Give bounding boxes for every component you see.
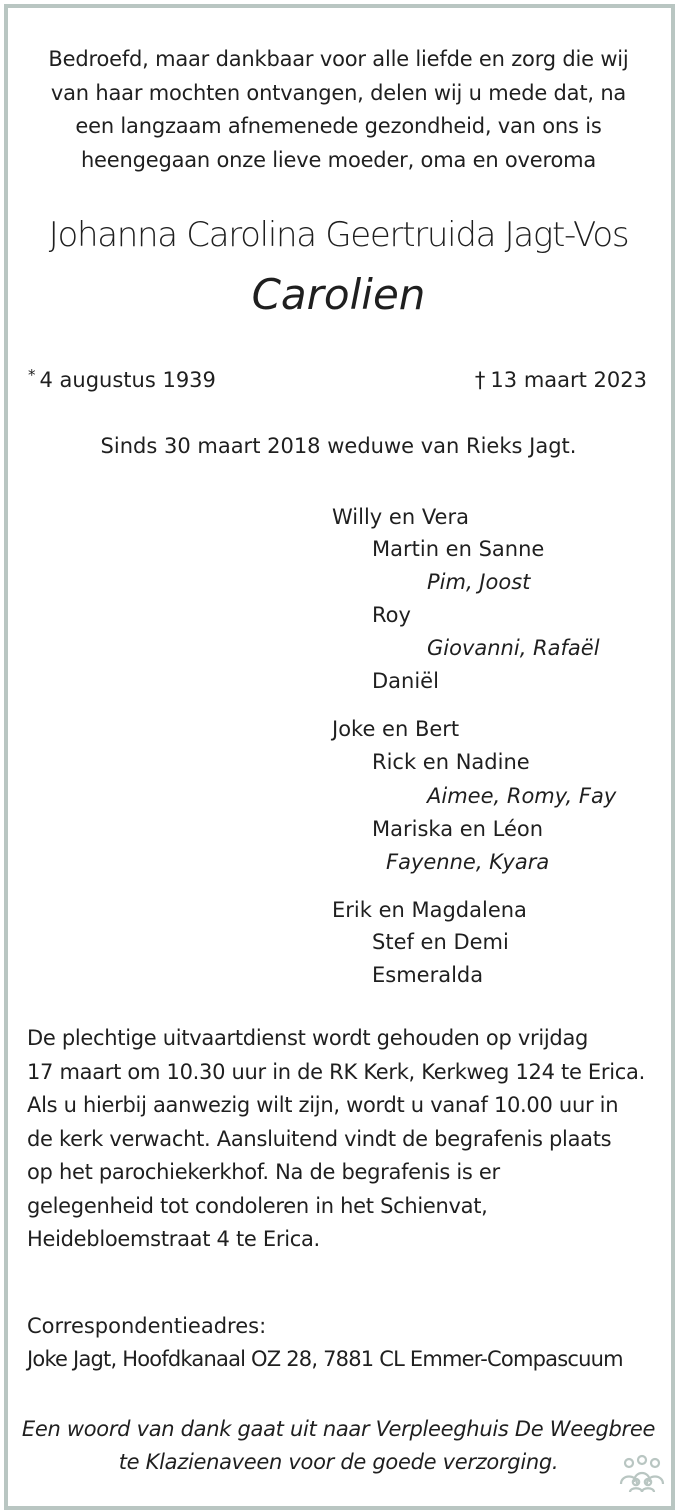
grandchildren: Aimee, Romy, Fay bbox=[427, 784, 617, 808]
funeral-line: De plechtige uitvaartdienst wordt gehouden op vrijdag bbox=[27, 1026, 589, 1050]
family-member: Erik en Magdalena bbox=[332, 898, 527, 922]
funeral-line: op het parochiekerkhof. Na de begrafenis is er bbox=[27, 1160, 500, 1184]
grandchildren: Giovanni, Rafaël bbox=[427, 636, 600, 660]
family-member: Joke en Bert bbox=[332, 717, 460, 741]
thanks-line: te Klazienaveen voor de goede verzorging. bbox=[118, 1450, 559, 1474]
family-member: Stef en Demi bbox=[372, 930, 509, 954]
deceased-full-name: Johanna Carolina Geertruida Jagt-Vos bbox=[48, 215, 629, 255]
funeral-line: Heidebloemstraat 4 te Erica. bbox=[27, 1227, 320, 1251]
funeral-details bbox=[27, 1022, 652, 1257]
death-date-text: 13 maart 2023 bbox=[490, 368, 647, 392]
people-group-icon bbox=[617, 1454, 667, 1494]
widow-line: Sinds 30 maart 2018 weduwe van Rieks Jagt. bbox=[100, 434, 577, 458]
deceased-nickname: Carolien bbox=[251, 270, 426, 319]
family-member: Esmeralda bbox=[372, 963, 484, 987]
family-member: Daniël bbox=[372, 669, 439, 693]
thanks-line: Een woord van dank gaat uit naar Verpleeghuis De Weegbree bbox=[21, 1417, 656, 1441]
funeral-line: Als u hierbij aanwezig wilt zijn, wordt u vanaf 10.00 uur in bbox=[27, 1093, 619, 1117]
family-member: Rick en Nadine bbox=[372, 750, 530, 774]
grandchildren: Pim, Joost bbox=[427, 570, 531, 594]
intro-line: van haar mochten ontvangen, delen wij u mede dat, na bbox=[50, 80, 627, 105]
funeral-line: 17 maart om 10.30 uur in de RK Kerk, Kerkweg 124 te Erica. bbox=[27, 1059, 645, 1084]
birth-date bbox=[28, 368, 216, 392]
grandchildren: Fayenne, Kyara bbox=[386, 850, 550, 874]
family-member: Roy bbox=[372, 603, 411, 627]
funeral-line: de kerk verwacht. Aansluitend vindt de begrafenis plaats bbox=[27, 1126, 612, 1151]
birth-symbol: * bbox=[28, 366, 36, 384]
intro-line: Bedroefd, maar dankbaar voor alle liefde en zorg die wij bbox=[48, 47, 629, 71]
death-date bbox=[475, 368, 647, 392]
birth-date-text: 4 augustus 1939 bbox=[39, 368, 216, 392]
intro-line: een langzaam afnemenede gezondheid, van ons is bbox=[75, 114, 602, 138]
funeral-line: gelegenheid tot condoleren in het Schienvat, bbox=[27, 1193, 488, 1218]
intro-line: heengegaan onze lieve moeder, oma en overoma bbox=[80, 147, 597, 172]
family-member: Mariska en Léon bbox=[372, 817, 544, 841]
intro-text bbox=[30, 43, 647, 177]
correspondence-address: Joke Jagt, Hoofdkanaal OZ 28, 7881 CL Emmer-Compascuum bbox=[27, 1347, 623, 1371]
correspondence-label: Correspondentieadres: bbox=[27, 1314, 267, 1338]
death-symbol: † bbox=[474, 368, 486, 392]
family-member: Willy en Vera bbox=[332, 505, 469, 529]
family-member: Martin en Sanne bbox=[372, 537, 545, 561]
thanks-note bbox=[0, 1413, 677, 1479]
